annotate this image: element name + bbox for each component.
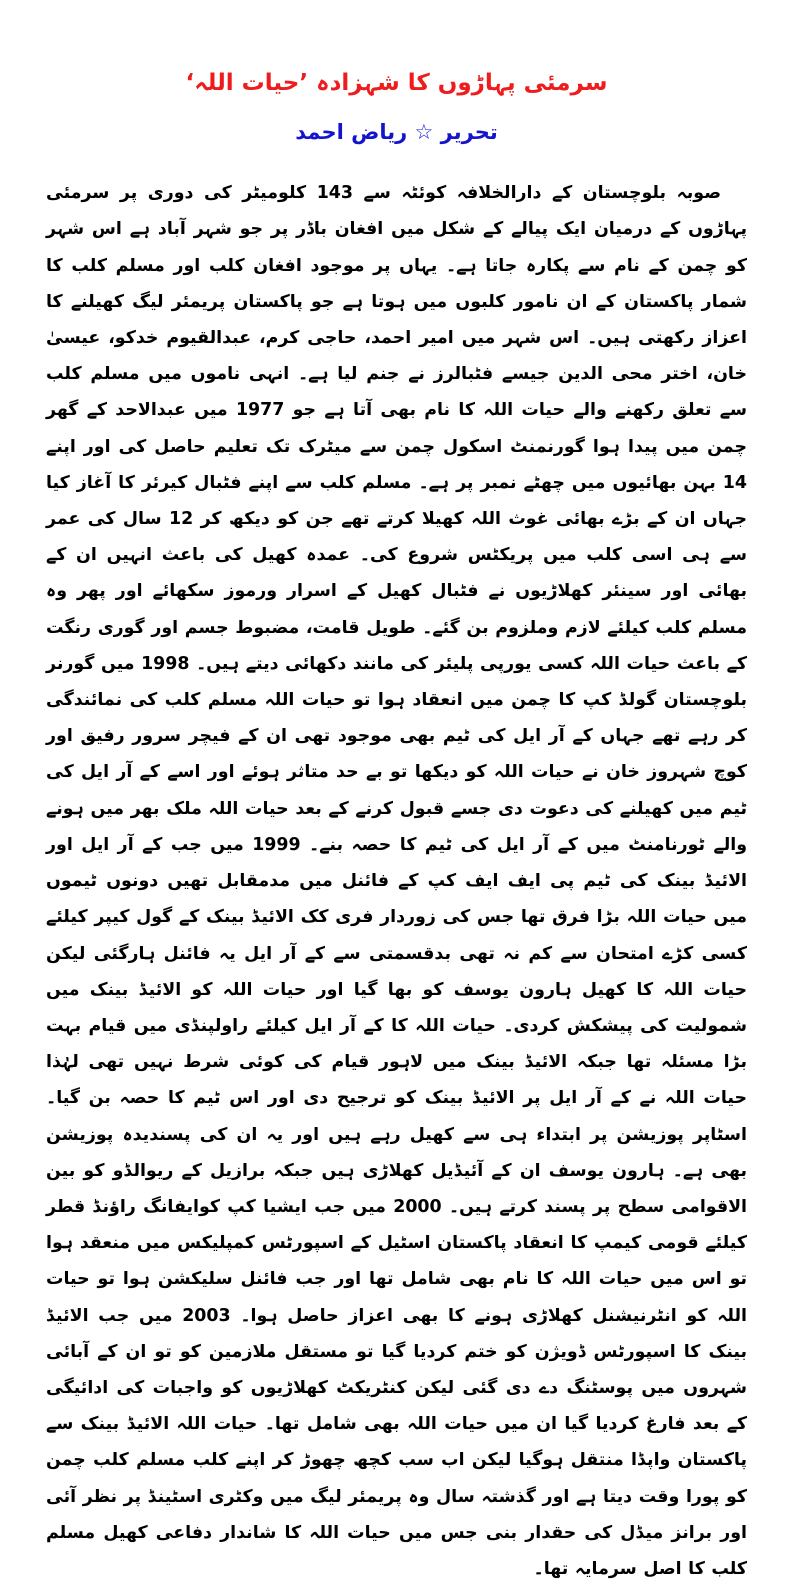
author-byline: تحریر ☆ ریاض احمد (295, 119, 498, 144)
article-body (46, 175, 747, 1587)
title-block (46, 66, 747, 149)
page-title: سرمئی پہاڑوں کا شہزادہ ’حیات اللہ‘ (185, 70, 608, 96)
article-paragraph: صوبہ بلوچستان کے دارالخلافہ کوئٹہ سے 143 کلومیٹر کی دوری پر سرمئی پہاڑوں کے درمیان ایک پیالے کے شکل میں افغان باڈر پر جو شہر آباد ہے اس شہر کو چمن کے نام سے پکارہ جاتا ہے۔ یہاں پر موجود افغان کلب اور مسلم کلب کا شمار پاکستان کے ان نامور کلبوں میں ہوتا ہے جو پاکستان پریمئر لیگ کھیلنے کا اعزاز رکھتی ہیں۔ اس شہر میں امیر احمد، حاجی کرم، عبدالقیوم خدکو، عیسیٰ خان، اختر محی الدین جیسے فٹبالرز نے جنم لیا ہے۔ انہی ناموں میں مسلم کلب سے تعلق رکھنے والے حیات اللہ کا نام بھی آتا ہے جو 1977 میں عبدالاحد کے گھر چمن میں پیدا ہوا گورنمنٹ اسکول چمن سے میٹرک تک تعلیم حاصل کی اور اپنے 14 بہن بھائیوں میں چھٹے نمبر پر ہے۔ مسلم کلب سے اپنے فٹبال کیرئر کا آغاز کیا جہاں ان کے بڑے بھائی غوث اللہ کھیلا کرتے تھے جن کو دیکھ کر 12 سال کی عمر سے ہی اسی کلب میں پریکٹس شروع کی۔ عمدہ کھیل کی باعث انہیں ان کے بھائی اور سینئر کھلاڑیوں نے فٹبال کھیل کے اسرار ورموز سکھائے اور پھر وہ مسلم کلب کیلئے لازم وملزوم بن گئے۔ طویل قامت، مضبوط جسم اور گوری رنگت کے باعث حیات اللہ کسی یورپی پلیئر کی مانند دکھائی دیتے ہیں۔ 1998 میں گورنر بلوچستان گولڈ کپ کا چمن میں انعقاد ہوا تو حیات اللہ مسلم کلب کی نمائندگی کر رہے تھے جہاں کے آر ایل کی ٹیم بھی موجود تھی ان کے فیچر سرور رفیق اور کوچ شہروز خان نے حیات اللہ کو دیکھا تو بے حد متاثر ہوئے اور اسے کے آر ایل کی ٹیم میں کھیلنے کی دعوت دی جسے قبول کرنے کے بعد حیات اللہ ملک بھر میں ہونے والے ٹورنامنٹ میں کے آر ایل کی ٹیم کا حصہ بنے۔ 1999 میں جب کے آر ایل اور الائیڈ بینک کی ٹیم پی ایف ایف کپ کے فائنل میں مدمقابل تھیں دونوں ٹیموں میں حیات اللہ بڑا فرق تھا جس کی زوردار فری کک الائیڈ بینک کے گول کیپر کیلئے کسی کڑے امتحان سے کم نہ تھی بدقسمتی سے کے آر ایل یہ فائنل ہارگئی لیکن حیات اللہ کا کھیل ہارون یوسف کو بھا گیا اور حیات اللہ کو الائیڈ بینک میں شمولیت کی پیشکش کردی۔ حیات اللہ کا کے آر ایل کیلئے راولپنڈی میں قیام بہت بڑا مسئلہ تھا جبکہ الائیڈ بینک میں لاہور قیام کی کوئی شرط نہیں تھی لہٰذا حیات اللہ نے کے آر ایل پر الائیڈ بینک کو ترجیح دی اور اس ٹیم کا حصہ بن گیا۔ اسٹاپر پوزیشن پر ابتداء ہی سے کھیل رہے ہیں اور یہ ان کی پسندیدہ پوزیشن بھی ہے۔ ہارون یوسف ان کے آئیڈیل کھلاڑی ہیں جبکہ برازیل کے ریوالڈو کو بین الاقوامی سطح پر پسند کرتے ہیں۔ 2000 میں جب ایشیا کپ کوایفانگ راؤنڈ قطر کیلئے قومی کیمپ کا انعقاد پاکستان اسٹیل کے اسپورٹس کمپلیکس میں منعقد ہوا تو اس میں حیات اللہ کا نام بھی شامل تھا اور جب فائنل سلیکشن ہوا تو حیات اللہ کو انٹرنیشنل کھلاڑی ہونے کا بھی اعزاز حاصل ہوا۔ 2003 میں جب الائیڈ بینک کا اسپورٹس ڈویژن کو ختم کردیا گیا تو مستقل ملازمین کو تو ان کے آبائی شہروں میں پوسٹنگ دے دی گئی لیکن کنٹریکٹ کھلاڑیوں کو واجبات کی ادائیگی کے بعد فارغ کردیا گیا ان میں حیات اللہ بھی شامل تھا۔ حیات اللہ الائیڈ بینک سے پاکستان واپڈا منتقل ہوگیا لیکن اب سب کچھ چھوڑ کر اپنے کلب مسلم کلب چمن کو پورا وقت دیتا ہے اور گذشتہ سال وہ پریمئر لیگ میں وکٹری اسٹینڈ پر نظر آئی اور برانز میڈل کی حقدار بنی جس میں حیات اللہ کا شاندار دفاعی کھیل مسلم کلب کا اصل سرمایہ تھا۔ (46, 183, 748, 1579)
